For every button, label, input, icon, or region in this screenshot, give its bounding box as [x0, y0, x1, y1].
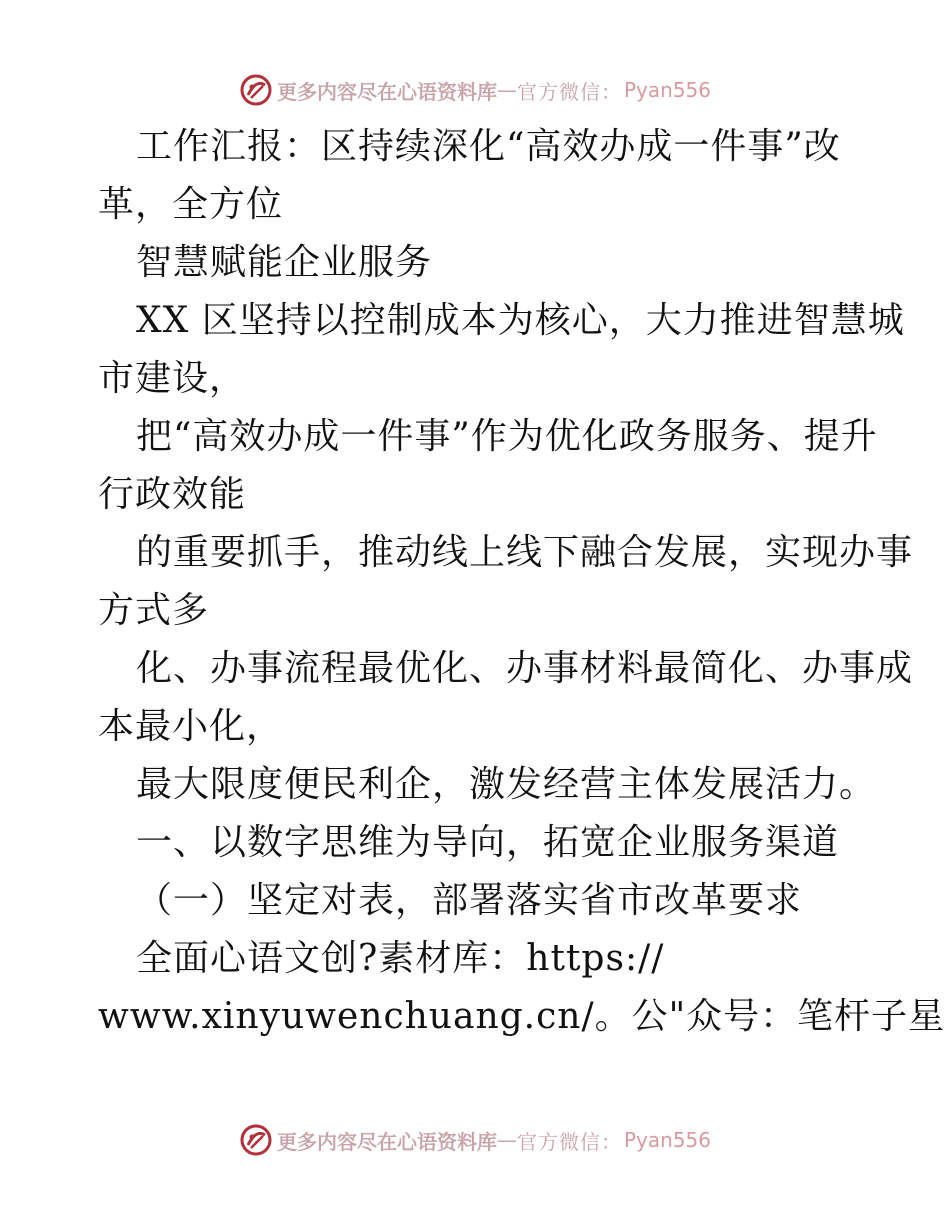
- doc-line-subtitle: 智慧赋能企业服务: [136, 242, 433, 283]
- banner-wechat-id: Pyan556: [623, 1128, 711, 1152]
- footer-banner: [0, 1120, 950, 1160]
- banner-lead-text: 更多内容尽在心语资料库: [276, 1129, 497, 1154]
- doc-line: 行政效能: [98, 474, 247, 515]
- doc-line-title-1: 工作汇报：区持续深化“高效办成一件事”改: [136, 126, 841, 167]
- doc-line: 的重要抓手，推动线上线下融合发展，实现办事: [136, 532, 914, 573]
- banner-dash: —: [496, 78, 517, 102]
- doc-line-url: www.xinyuwenchuang.cn/。公"众号：笔杆子星: [98, 996, 946, 1037]
- banner-official-label: 官方微信：: [516, 79, 622, 104]
- doc-line: 市建设，: [98, 358, 247, 399]
- doc-line-source: 全面心语文创?素材库：https://: [136, 938, 665, 979]
- banner-lead-text: 更多内容尽在心语资料库: [276, 79, 497, 104]
- brand-logo-icon: [239, 1123, 273, 1157]
- document-body: [98, 118, 946, 1046]
- doc-line: 把“高效办成一件事”作为优化政务服务、提升: [136, 416, 878, 457]
- banner-wechat-id: Pyan556: [623, 78, 711, 102]
- header-banner: [0, 70, 950, 110]
- doc-line: 最大限度便民利企，激发经营主体发展活力。: [136, 764, 877, 805]
- doc-line: 化、办事流程最优化、办事材料最简化、办事成: [136, 648, 914, 689]
- subsection-heading: （一）坚定对表，部署落实省市改革要求: [136, 880, 803, 921]
- banner-dash: —: [496, 1128, 517, 1152]
- doc-line-title-2: 革，全方位: [98, 184, 284, 225]
- brand-logo-icon: [239, 73, 273, 107]
- doc-line: 本最小化，: [98, 706, 284, 747]
- section-heading: 一、以数字思维为导向，拓宽企业服务渠道: [136, 822, 840, 863]
- doc-line: XX 区坚持以控制成本为核心，大力推进智慧城: [136, 300, 905, 341]
- doc-line: 方式多: [98, 590, 210, 631]
- banner-official-label: 官方微信：: [516, 1129, 622, 1154]
